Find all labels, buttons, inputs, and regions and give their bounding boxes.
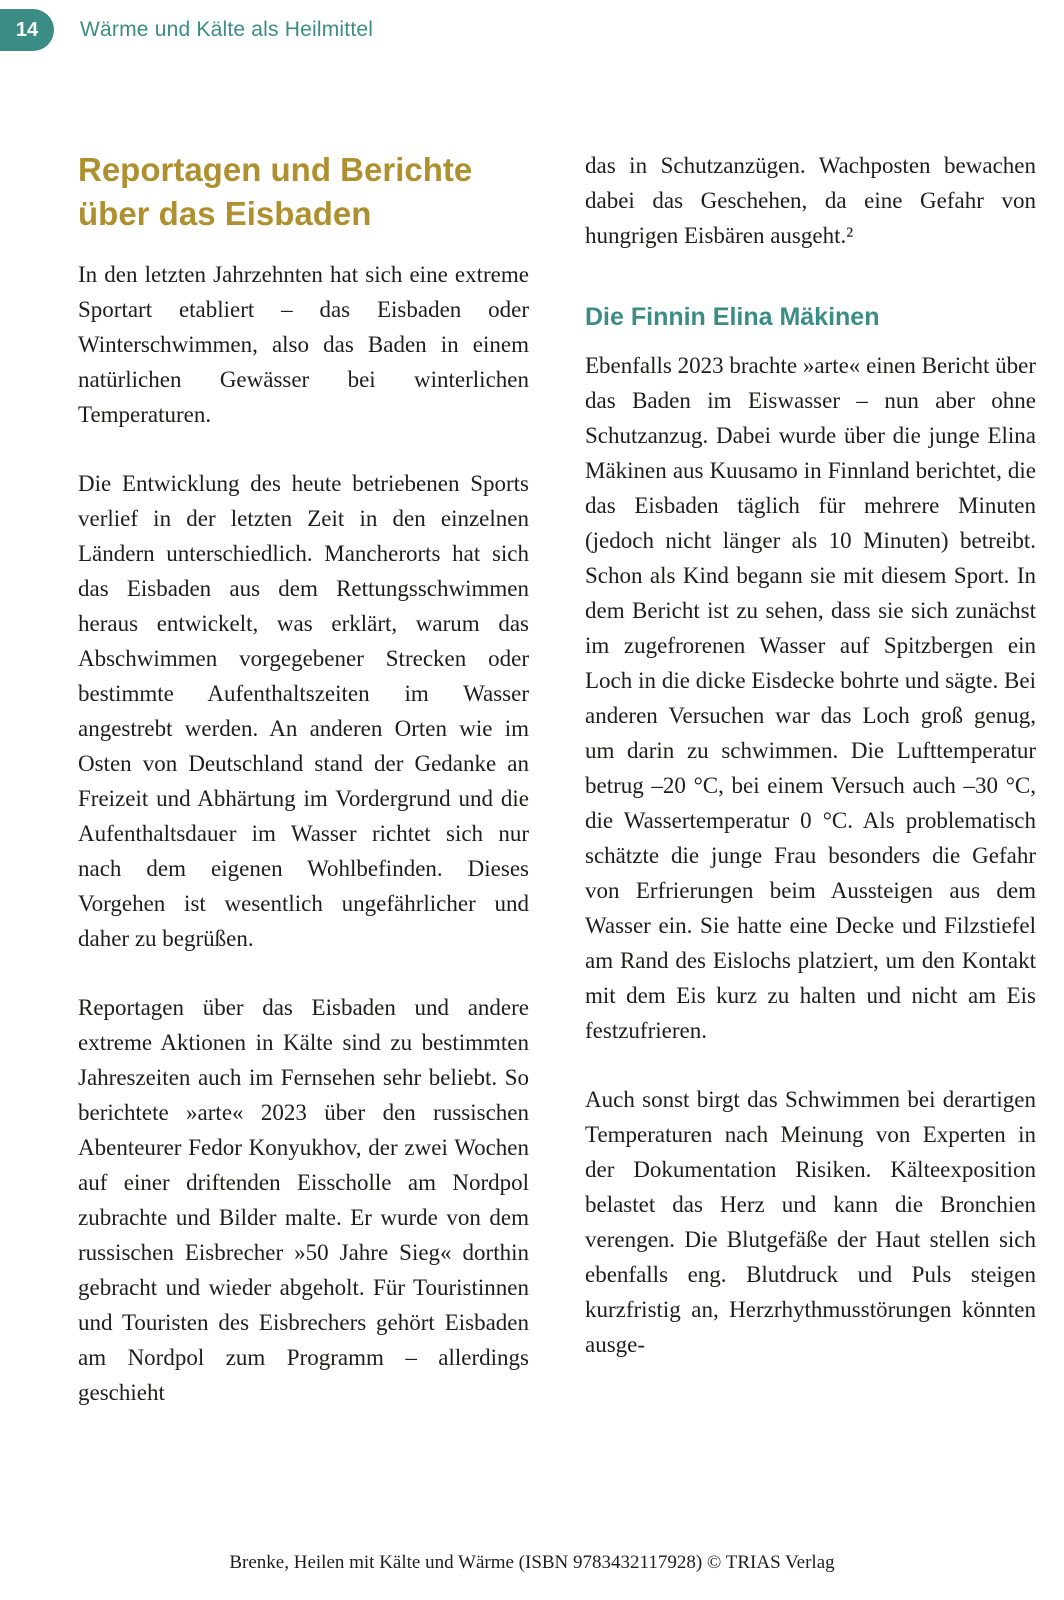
paragraph: Die Entwicklung des heute betriebenen Sports verlief in der letzten Zeit in den einzelnen Ländern unterschiedlich. Mancherorts hat sich das Eisbaden aus dem Rettungsschwimmen heraus entwickelt, was erklärt, warum das Abschwimmen vorgegebener Strecken oder bestimmte Aufenthaltszeiten im Wasser angestrebt werden. An anderen Orten wie im Osten von Deutschland stand der Gedanke an Freizeit und Abhärtung im Vordergrund und die Aufenthaltsdauer im Wasser richtet sich nur nach dem eigenen Wohlbefinden. Dieses Vorgehen ist wesentlich ungefährlicher und daher zu begrüßen. <box>78 471 529 952</box>
left-column <box>78 148 529 1410</box>
subsection-heading: Die Finnin Elina Mäkinen <box>585 303 880 331</box>
paragraph: In den letzten Jahrzehnten hat sich eine extreme Sportart etabliert – das Eisbaden oder Winterschwimmen, also das Baden in einem natürlichen Gewässer bei winterlichen Temperaturen. <box>78 262 529 428</box>
paragraph-continuation: das in Schutzanzügen. Wachposten bewachen dabei das Geschehen, da eine Gefahr von hungrigen Eisbären ausgeht.² <box>585 153 1036 248</box>
page-header <box>0 8 1064 52</box>
page-number: 14 <box>15 18 39 41</box>
right-column <box>585 148 1036 1410</box>
imprint-line: Brenke, Heilen mit Kälte und Wärme (ISBN 9783432117928) © TRIAS Verlag <box>229 1552 835 1573</box>
paragraph: Ebenfalls 2023 brachte »arte« einen Bericht über das Baden im Eiswasser – nun aber ohne Schutzanzug. Dabei wurde über die junge Elina Mäkinen aus Kuusamo in Finnland berichtet, die das Eisbaden täglich für mehrere Minuten (jedoch nicht länger als 10 Minuten) betreibt. Schon als Kind begann sie mit diesem Sport. In dem Bericht ist zu sehen, dass sie sich zunächst im zugefrorenen Wasser auf Spitzbergen ein Loch in die dicke Eisdecke bohrte und sägte. Bei anderen Versuchen war das Loch groß genug, um darin zu schwimmen. Die Lufttemperatur betrug –20 °C, bei einem Versuch auch –30 °C, die Wassertemperatur 0 °C. Als problematisch schätzte die junge Frau besonders die Gefahr von Erfrierungen beim Aussteigen aus dem Wasser ein. Sie hatte eine Decke und Filzstiefel am Rand des Eislochs platziert, um den Kontakt mit dem Eis kurz zu halten und nicht am Eis festzufrieren. <box>585 352 1036 1043</box>
paragraph: Reportagen über das Eisbaden und andere extreme Aktionen in Kälte sind zu bestimmten Jahreszeiten auch im Fernsehen sehr beliebt. So berichtete »arte« 2023 über den russischen Abenteurer Fedor Konyukhov, der zwei Wochen auf einer driftenden Eisscholle am Nordpol zubrachte und Bilder malte. Er wurde von dem russischen Eisbrecher »50 Jahre Sieg« dorthin gebracht und wieder abgeholt. Für Touristinnen und Touristen des Eisbrechers gehört Eisbaden am Nordpol zum Programm – allerdings geschieht <box>78 995 529 1406</box>
page-number-badge <box>0 9 54 51</box>
paragraph: Auch sonst birgt das Schwimmen bei derartigen Temperaturen nach Meinung von Experten in der Dokumentation Risiken. Kälteexposition belastet das Herz und kann die Bronchien verengen. Die Blutgefäße der Haut stellen sich ebenfalls eng. Blutdruck und Puls steigen kurzfristig an, Herzrhythmusstörungen könnten ausge- <box>585 1086 1036 1357</box>
page-body <box>0 148 1064 1410</box>
running-title: Wärme und Kälte als Heilmittel <box>80 18 374 41</box>
section-heading: Reportagen und Berichte über das Eisbaden <box>78 151 473 232</box>
page-footer <box>0 1552 1064 1574</box>
